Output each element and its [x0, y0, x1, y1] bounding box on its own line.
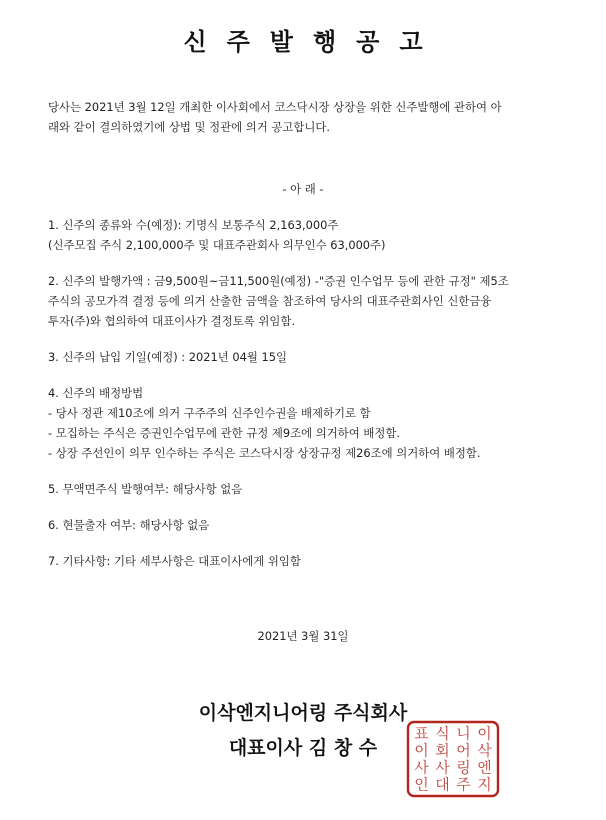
seal-glyph: 회: [435, 741, 450, 760]
seal-glyph: 식: [435, 724, 450, 743]
notice-item-2: [48, 271, 578, 331]
intro-line: 래와 같이 결의하였기에 상법 및 정관에 의거 공고합니다.: [48, 120, 331, 134]
seal-glyph: 사: [435, 758, 450, 777]
seal-glyph: 이: [414, 741, 429, 760]
notice-items: [48, 215, 578, 587]
item-line: 2. 신주의 발행가액 : 금9,500원~금11,500원(예정) -"증권 인수업무 등에 관한 규정" 제5조: [48, 274, 509, 288]
seal-glyph: 사: [414, 758, 429, 777]
item-line: - 상장 주선인이 의무 인수하는 주식은 코스닥시장 상장규정 제26조에 의거하여 배정함.: [48, 446, 481, 460]
representative-name: 대표이사 김 창 수: [228, 737, 378, 759]
item-line: - 모집하는 주식은 증권인수업무에 관한 규정 제9조에 의거하여 배정함.: [48, 426, 401, 440]
seal-glyph: 표: [414, 724, 429, 743]
separator-label: - 아 래 -: [282, 182, 324, 196]
item-line: 투자(주)와 협의하여 대표이사가 결정토록 위임함.: [48, 314, 296, 328]
item-line: 7. 기타사항: 기타 세부사항은 대표이사에게 위임함: [48, 554, 301, 568]
notice-item-1: [48, 215, 578, 255]
item-line: (신주모집 주식 2,100,000주 및 대표주관회사 의무인수 63,000주): [48, 238, 386, 252]
notice-item-5: [48, 479, 578, 499]
seal-glyph: 니: [456, 724, 471, 743]
seal-glyph: 엔: [477, 758, 492, 777]
notice-item-6: [48, 515, 578, 535]
notice-item-4: [48, 383, 578, 463]
seal-glyph: 주: [456, 775, 471, 794]
item-line: 4. 신주의 배정방법: [48, 386, 144, 400]
item-line: 3. 신주의 납입 기일(예정) : 2021년 04월 15일: [48, 350, 287, 364]
seal-glyph: 삭: [477, 741, 492, 760]
seal-glyph: 이: [477, 724, 492, 743]
notice-item-7: [48, 551, 578, 571]
company-name: 이삭엔지니어링 주식회사: [198, 702, 408, 724]
seal-glyph: 링: [456, 758, 471, 777]
item-line: 5. 무액면주식 발행여부: 해당사항 없음: [48, 482, 243, 496]
seal-glyph: 대: [435, 775, 450, 794]
notice-item-3: [48, 347, 578, 367]
seal-glyph: 지: [477, 775, 492, 794]
item-line: - 당사 정관 제10조에 의거 구주주의 신주인수권을 배제하기로 함: [48, 406, 371, 420]
intro-line: 당사는 2021년 3월 12일 개최한 이사회에서 코스닥시장 상장을 위한 신주발행에 관하여 아: [48, 100, 502, 114]
item-line: 주식의 공모가격 결정 등에 의거 산출한 금액을 참조하여 당사의 대표주관회사인 신한금융: [48, 294, 492, 308]
page-title: 신주발행공고: [183, 28, 443, 56]
seal-glyph: 인: [414, 775, 429, 794]
item-line: 6. 현물출자 여부: 해당사항 없음: [48, 518, 210, 532]
seal-glyph: 어: [456, 741, 471, 760]
notice-date: 2021년 3월 31일: [257, 629, 349, 643]
item-line: 1. 신주의 종류와 수(예정): 기명식 보통주식 2,163,000주: [48, 218, 339, 232]
intro-paragraph: [48, 97, 578, 137]
company-seal-stamp: [405, 719, 501, 799]
